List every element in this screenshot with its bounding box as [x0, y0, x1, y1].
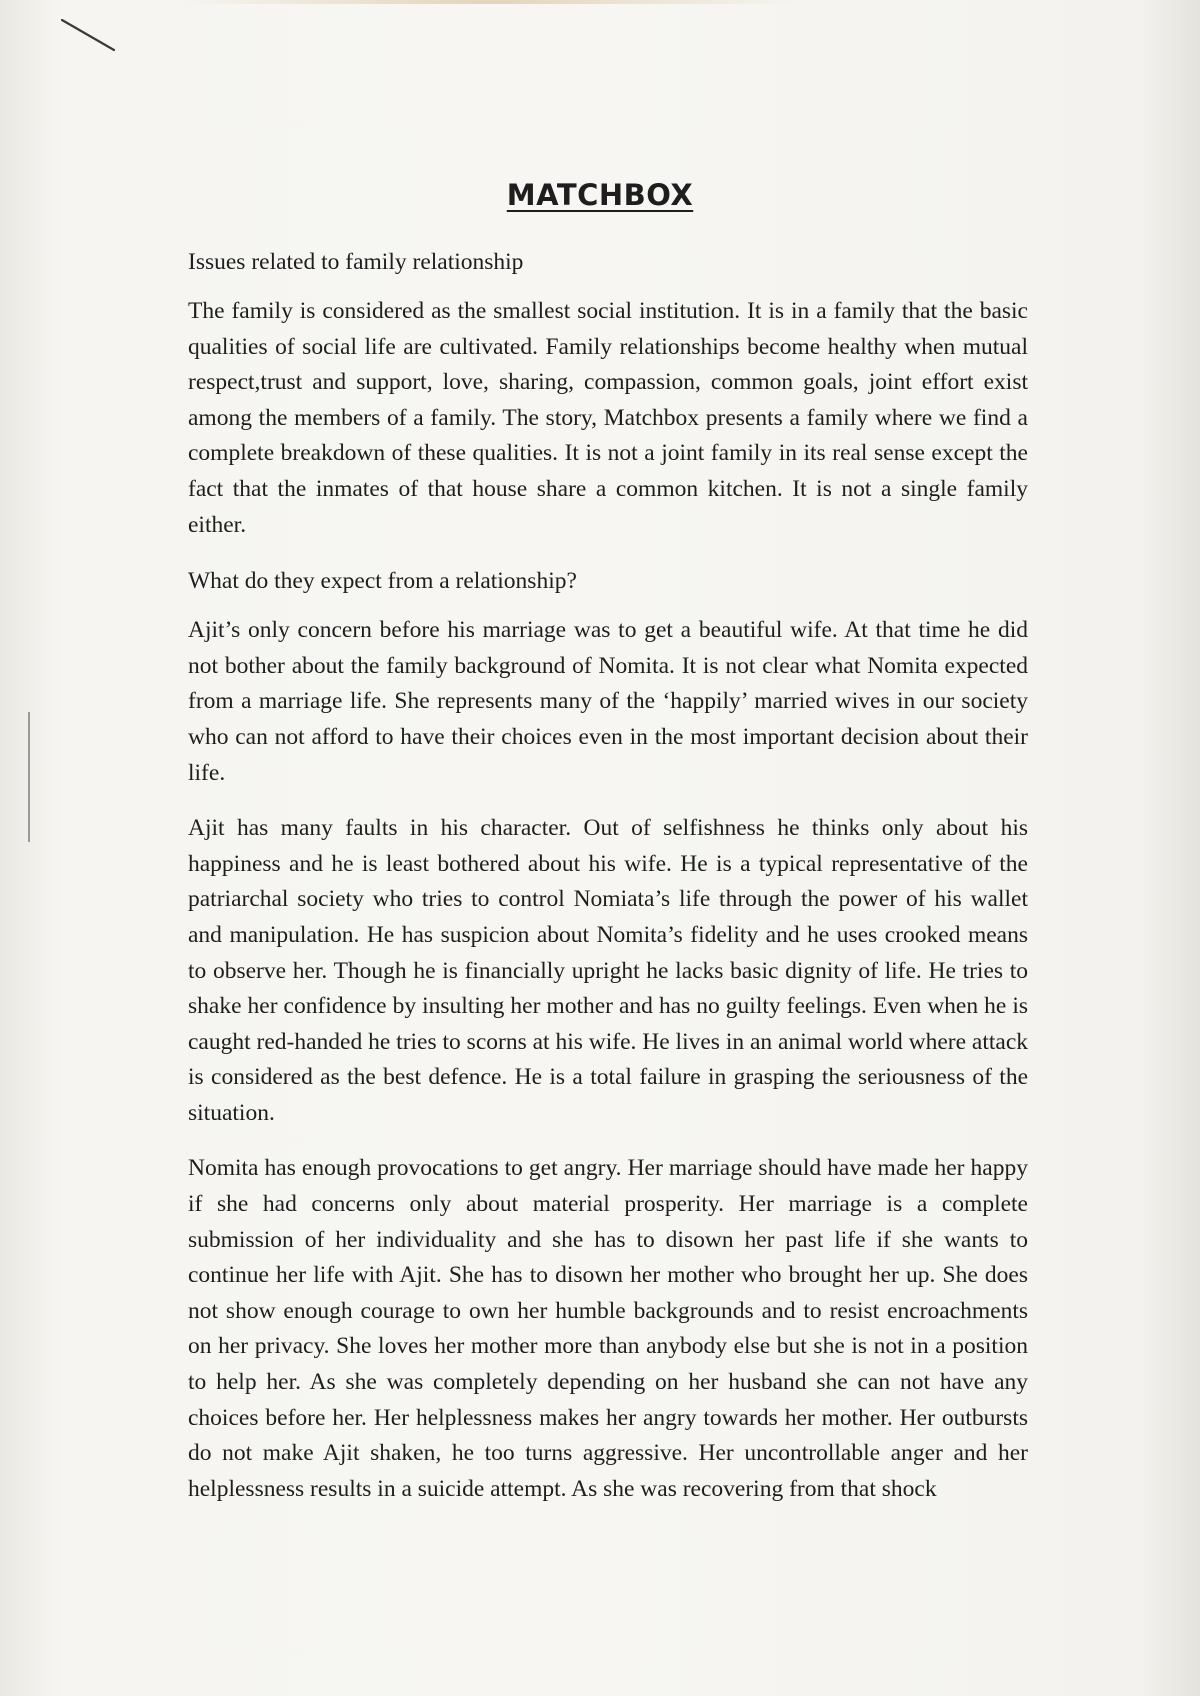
margin-mark [28, 712, 30, 842]
pen-stroke-mark [58, 16, 120, 56]
section-heading: What do they expect from a relationship? [188, 568, 577, 595]
section-heading: Issues related to family relationship [188, 249, 524, 275]
paragraph: Ajit has many faults in his character. Out of selfishness he thinks only about his happiness and he is least bothered about his wife. He is a typical representative of the patriarchal society who tries to control Nomiata’s life through the power of his wallet and manipulation. He has suspicion about Nomita’s fidelity and he uses crooked means to observe her. Though he is financially upright he lacks basic dignity of life. He tries to shake her confidence by insulting her mother and has no guilty feelings. Even when he is caught red-handed he tries to scorns at his wife. He lives in an animal world where attack is considered as the best defence. He is a total failure in grasping the seriousness of the situation. [188, 815, 1028, 1126]
document-title-text: MATCHBOX [506, 178, 694, 212]
paragraph: Nomita has enough provocations to get angry. Her marriage should have made her happy if she had concerns only about material prosperity. Her marriage is a complete submission of her individuality and she has to disown her past life if she wants to continue her life with Ajit. She has to disown her mother who brought her up. She does not show enough courage to own her humble backgrounds and to resist encroachments on her privacy. She loves her mother more than anybody else but she is not in a position to help her. As she was completely depending on her husband she can not have any choices before her. Her helplessness makes her angry towards her mother. Her outbursts do not make Ajit shaken, he too turns aggressive. Her uncontrollable anger and her helplessness results in a suicide attempt. As she was recovering from that shock [188, 1155, 1028, 1502]
document-title [0, 178, 1200, 212]
paragraph: Ajit’s only concern before his marriage was to get a beautiful wife. At that time he did not bother about the family background of Nomita. It is not clear what Nomita expected from a marriage life. She represents many of the ‘happily’ married wives in our society who can not afford to have their choices even in the most important decision about their life. [188, 617, 1028, 786]
document-body [188, 244, 1028, 1507]
paragraph: The family is considered as the smallest social institution. It is in a family that the basic qualities of social life are cultivated. Family relationships become healthy when mutual respect,trust and support, love, sharing, compassion, common goals, joint effort exist among the members of a family. The story, Matchbox presents a family where we find a complete breakdown of these qualities. It is not a joint family in its real sense except the fact that the inmates of that house share a common kitchen. It is not a single family either. [188, 298, 1028, 538]
page-edge-shadow [180, 0, 800, 4]
